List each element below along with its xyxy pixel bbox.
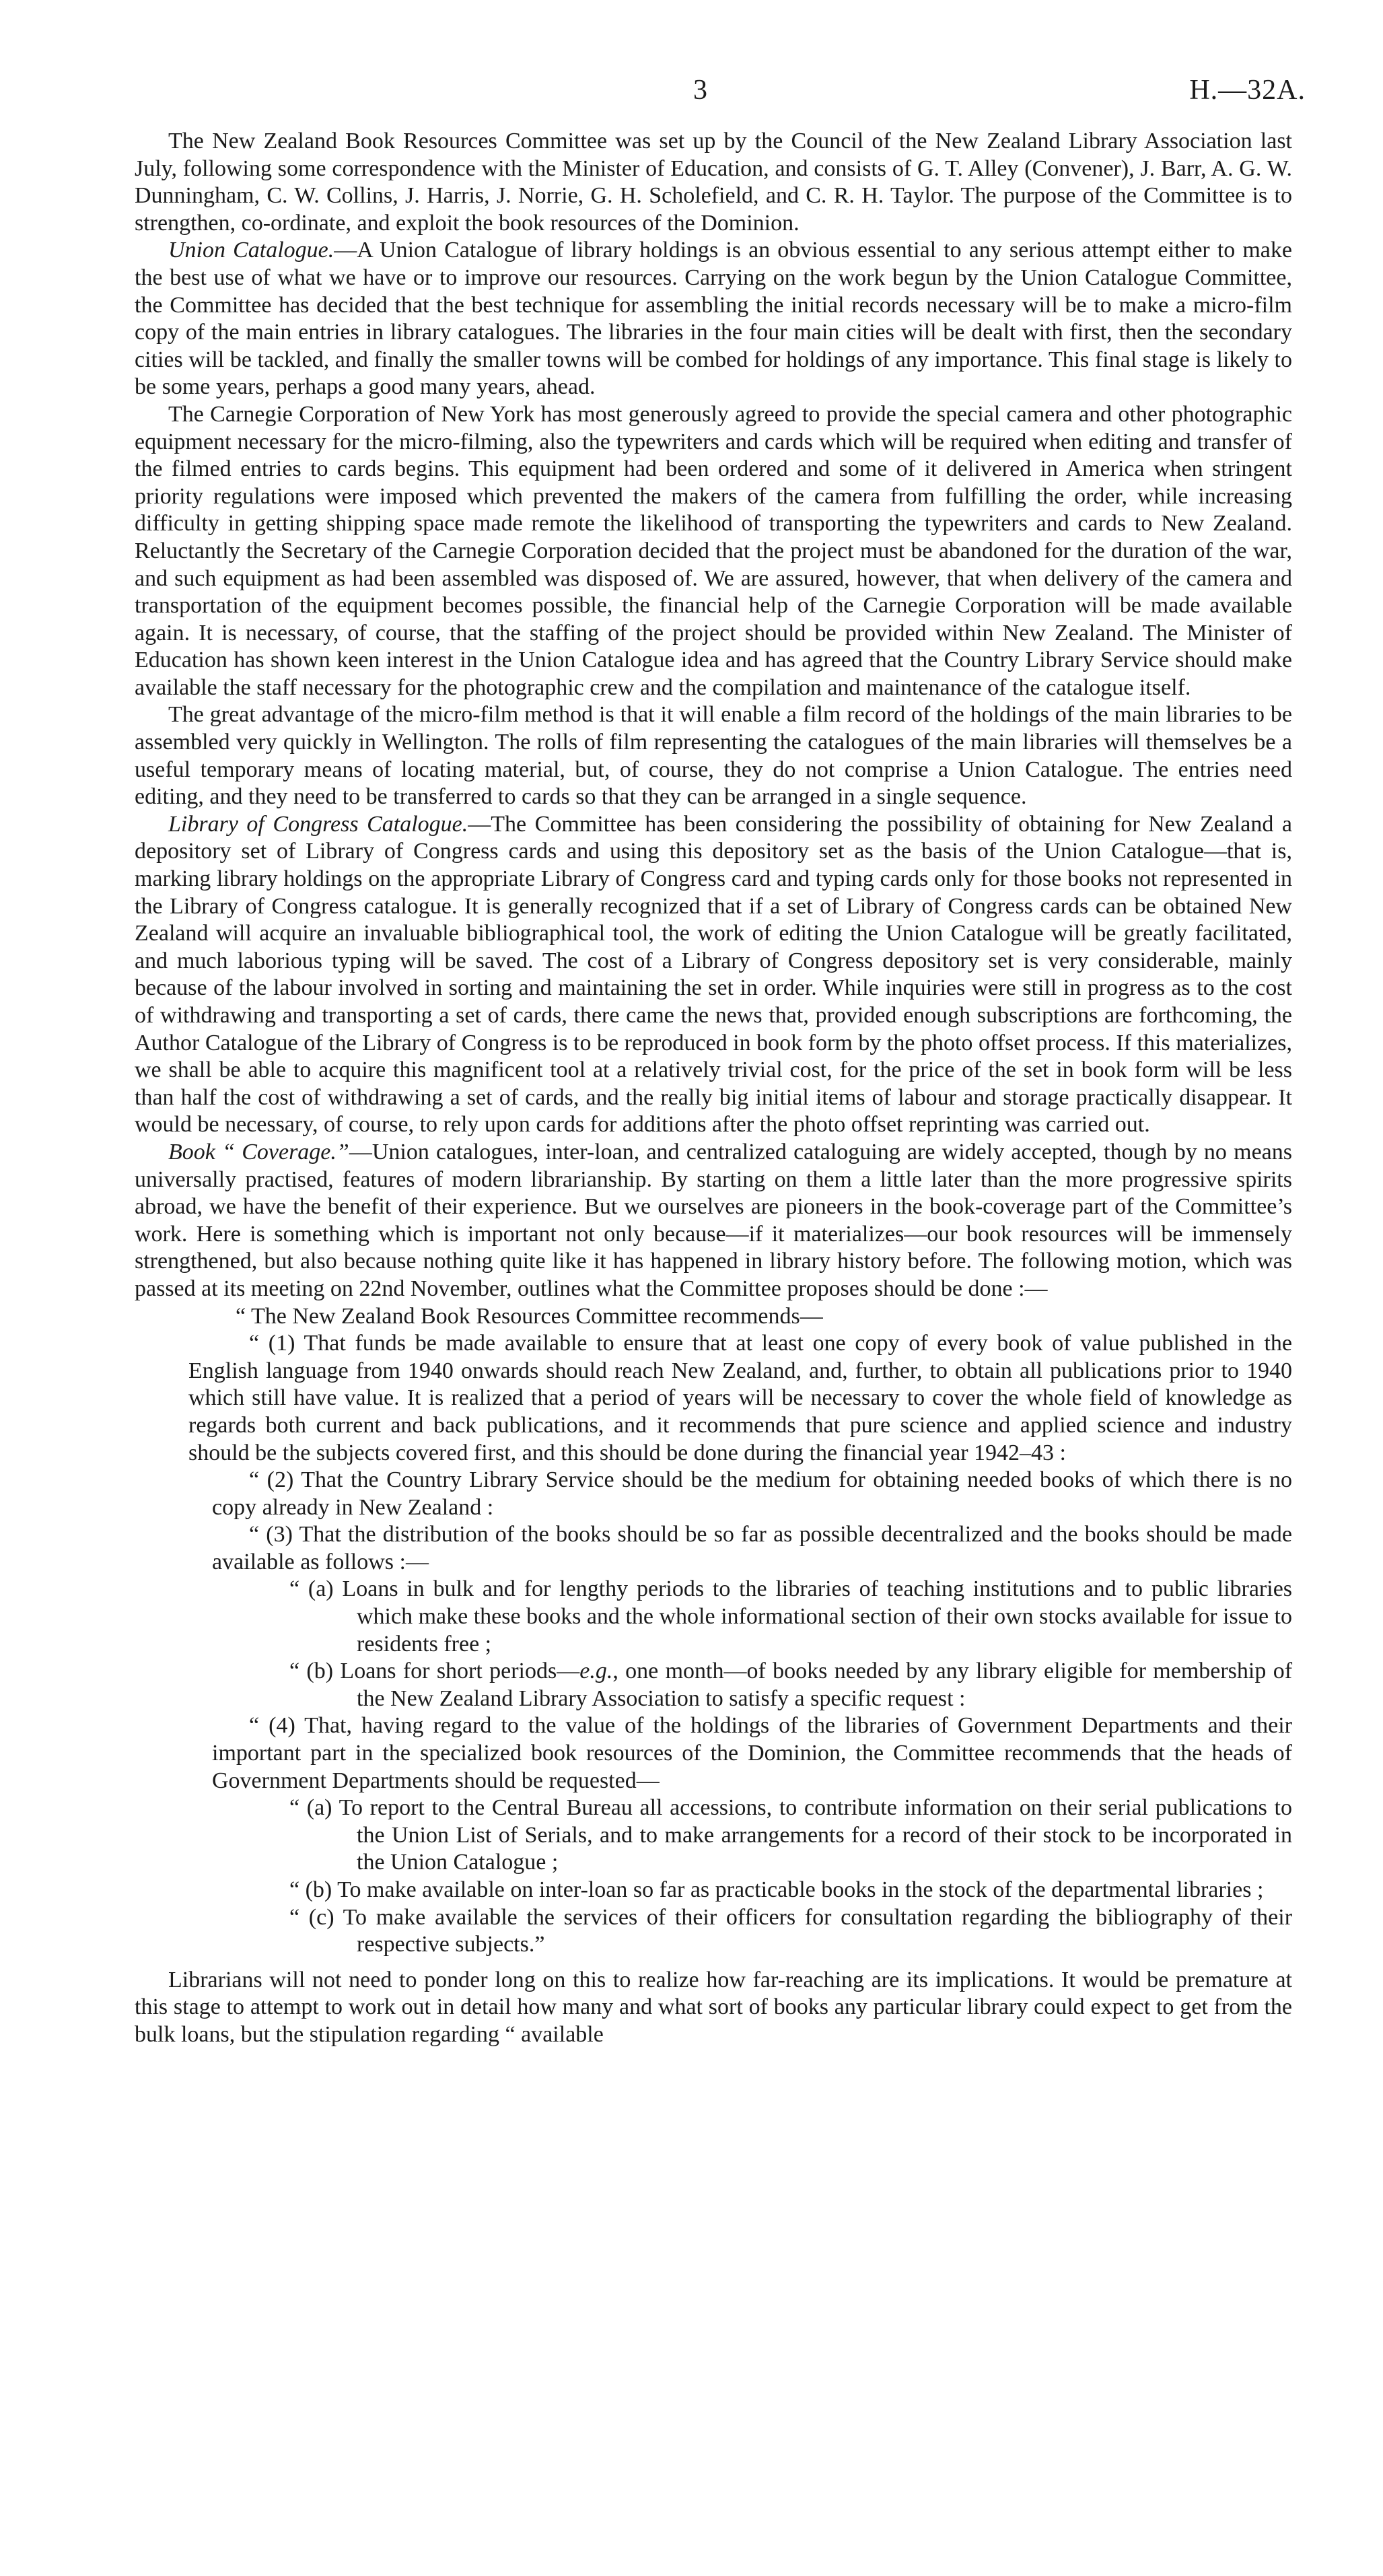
document-reference: H.—32A. (1189, 75, 1306, 106)
motion-item-4c (135, 1904, 1292, 1959)
heading-union-catalogue: Union Catalogue. (168, 238, 334, 263)
paragraph-book-coverage (135, 1139, 1292, 1303)
motion-item-3a-label: “ (a) (289, 1576, 334, 1602)
motion-item-4a-label: “ (a) (289, 1795, 332, 1821)
motion-item-4: “ (4) That, having regard to the value of the holdings of the libraries of Government Departments and their important part in the specialized book resources of the Dominion, the Committee recommends that the heads of Government Departments should be requested— (212, 1713, 1292, 1793)
document-body (135, 128, 1292, 2049)
heading-book-coverage: Book “ Coverage.” (168, 1139, 349, 1164)
motion-item-3b (135, 1658, 1292, 1712)
motion-item-4a-text: To report to the Central Bureau all accessions, to contribute information on their serial publications to the Union List of Serials, and to make arrangements for a record of their stock to be incorporated in the Union Catalogue ; (339, 1795, 1293, 1875)
document-page (135, 74, 1306, 2049)
paragraph-committee-intro: The New Zealand Book Resources Committee was set up by the Council of the New Zealand Library Association last July, following some correspondence with the Minister of Education, and consists of G. T. Alley (Convener), J. Barr, A. G. W. Dunningham, C. W. Collins, J. Harris, J. Norrie, G. H. Scholefield, and C. R. H. Taylor. The purpose of the Committee is to strengthen, co-ordinate, and exploit the book resources of the Dominion. (135, 129, 1292, 236)
paragraph-librarians: Librarians will not need to ponder long on this to realize how far-reaching are its implications. It would be premature at this stage to attempt to work out in detail how many and what sort of books any particular library could expect to get from the bulk loans, but the stipulation regarding “ available (135, 1967, 1292, 2047)
union-catalogue-text: —A Union Catalogue of library holdings is an obvious essential to any serious attempt either to make the best use of what we have or to improve our resources. Carrying on the work begun by the Union Catalogue Committee, the Committee has decided that the best technique for assembling the initial records necessary will be to make a micro-film copy of the main entries in library catalogues. The libraries in the four main cities will be dealt with first, then the secondary cities will be tackled, and finally the smaller towns will be combed for holdings of any importance. This final stage is likely to be some years, perhaps a good many years, ahead. (135, 238, 1292, 400)
paragraph-union-catalogue (135, 237, 1292, 401)
motion-item-4b (135, 1877, 1292, 1904)
paragraph-micro-film: The great advantage of the micro-film method is that it will enable a film record of the holdings of the main libraries to be assembled very quickly in Wellington. The rolls of film representing the catalogues of the main libraries will themselves be a useful temporary means of locating material, but, of course, they do not comprise a Union Catalogue. The entries need editing, and they need to be transferred to cards so that they can be arranged in a single sequence. (135, 702, 1292, 810)
library-of-congress-text: —The Committee has been considering the possibility of obtaining for New Zealand a depository set of Library of Congress cards and using this depository set as the basis of the Union Catalogue—that is, marking library holdings on the appropriate Library of Congress card and typing cards only for those books not represented in the Library of Congress catalogue. It is generally recognized that if a set of Library of Congress cards can be obtained New Zealand will acquire an invaluable bibliographical tool, the work of editing the Union Catalogue will be greatly facilitated, and much laborious typing will be saved. The cost of a Library of Congress depository set is very considerable, mainly because of the labour involved in sorting and maintaining the set in order. While inquiries were still in progress as to the cost of withdrawing and transporting a set of cards, there came the news that, provided enough subscriptions are forthcoming, the Author Catalogue of the Library of Congress is to be reproduced in book form by the photo offset process. If this materializes, we shall be able to acquire this magnificent tool at a relatively trivial cost, for the price of the set in book form will be less than half the cost of withdrawing a set of cards, and the really big initial items of labour and storage practically disappear. It would be necessary, of course, to rely upon cards for additions after the photo offset reprinting was carried out. (135, 811, 1292, 1138)
motion-item-4c-label: “ (c) (289, 1904, 334, 1930)
motion-item-2: “ (2) That the Country Library Service should be the medium for obtaining needed books of which there is no copy already in New Zealand : (212, 1467, 1292, 1520)
motion-item-3b-text: , one month—of books needed by any library eligible for membership of the New Zealand Library Association to satisfy a specific request : (357, 1659, 1293, 1711)
paragraph-library-of-congress (135, 811, 1292, 1139)
motion-intro: “ The New Zealand Book Resources Committee recommends— (236, 1303, 823, 1329)
motion-item-3b-eg: e.g. (579, 1659, 613, 1684)
motion-item-3a-text: Loans in bulk and for lengthy periods to the libraries of teaching institutions and to public libraries which make these books and the whole informational section of their own stocks available for issue to residents free ; (342, 1576, 1293, 1657)
motion-item-3b-label: “ (b) (289, 1659, 334, 1684)
page-number: 3 (693, 75, 707, 106)
book-coverage-text: —Union catalogues, inter-loan, and centralized cataloguing are widely accepted, though by no means universally practised, features of modern librarianship. By starting on them a little later than the more progressive spirits abroad, we have the benefit of their experience. But we ourselves are pioneers in the book-coverage part of the Committee’s work. Here is something which is important not only because—if it materializes—our book resources will be immensely strengthened, but also because nothing quite like it has happened in library history before. The following motion, which was passed at its meeting on 22nd November, outlines what the Committee proposes should be done :— (135, 1139, 1293, 1301)
motion-item-1: “ (1) That funds be made available to ensure that at least one copy of every book of value published in the English language from 1940 onwards should reach New Zealand, and, further, to obtain all publications prior to 1940 which still have value. It is realized that a period of years will be necessary to cover the whole field of knowledge as regards both current and back publications, and it recommends that pure science and applied science and industry should be the subjects covered first, and this should be done during the financial year 1942–43 : (188, 1331, 1292, 1465)
motion-item-3b-text-start: Loans for short periods— (340, 1659, 580, 1684)
motion-item-3a (135, 1576, 1292, 1658)
motion-item-4c-text: To make available the services of their officers for consultation regarding the bibliography of their respective subjects.” (343, 1904, 1293, 1957)
page-header (135, 74, 1306, 128)
paragraph-carnegie: The Carnegie Corporation of New York has most generously agreed to provide the special camera and other photographic equipment necessary for the micro-filming, also the typewriters and cards which will be required when editing and transfer of the filmed entries to cards begins. This equipment had been ordered and some of it delivered in America when stringent priority regulations were imposed which prevented the makers of the camera from fulfilling the order, while increasing difficulty in getting shipping space made remote the likelihood of transporting the typewriters and cards to New Zealand. Reluctantly the Secretary of the Carnegie Corporation decided that the project must be abandoned for the duration of the war, and such equipment as had been assembled was disposed of. We are assured, however, that when delivery of the camera and transportation of the equipment becomes possible, the financial help of the Carnegie Corporation will be made available again. It is necessary, of course, that the staffing of the project should be provided within New Zealand. The Minister of Education has shown keen interest in the Union Catalogue idea and has agreed that the Country Library Service should make available the staff necessary for the photographic crew and the compilation and maintenance of the catalogue itself. (135, 401, 1292, 700)
motion-item-3: “ (3) That the distribution of the books should be so far as possible decentralized and the books should be made available as follows :— (212, 1522, 1292, 1574)
heading-library-of-congress: Library of Congress Catalogue. (168, 811, 468, 837)
motion-item-4b-text: To make available on inter-loan so far as practicable books in the stock of the departmental libraries ; (337, 1877, 1264, 1902)
motion-item-4b-label: “ (b) (289, 1877, 332, 1902)
motion-item-4a (135, 1795, 1292, 1877)
